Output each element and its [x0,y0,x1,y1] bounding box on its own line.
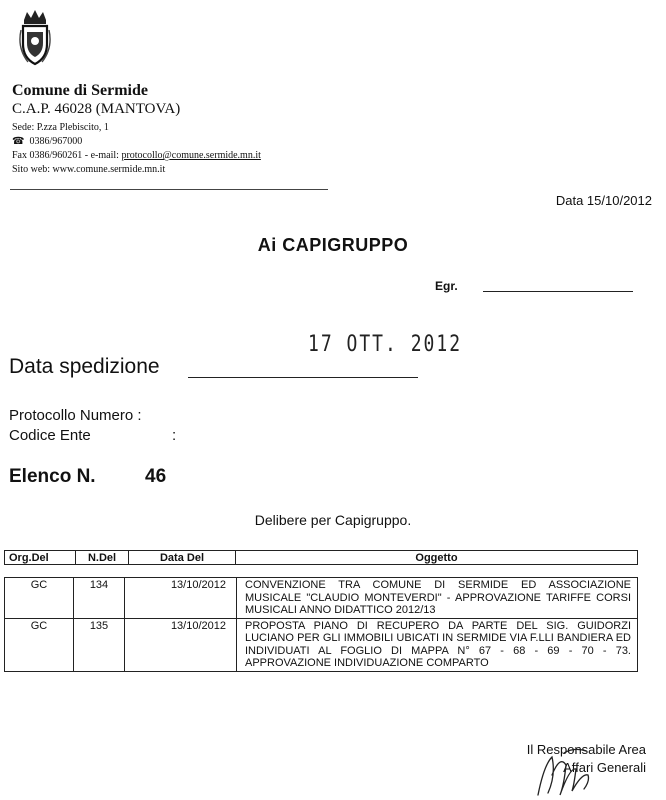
egr-label: Egr. [435,279,458,293]
protocollo-label: Protocollo Numero : [9,407,142,424]
spedizione-blank-line [188,377,418,378]
delibere-table-header [4,550,638,565]
organization-website: Sito web: www.comune.sermide.mn.it [12,164,166,175]
codice-ente-label: Codice Ente [9,427,91,444]
organization-address: Sede: P.zza Plebiscito, 1 [12,122,109,133]
organization-fax-email [12,150,261,161]
cell-num: 135 [74,618,125,671]
telephone-icon: ☎ [12,136,25,147]
delibere-table [4,577,638,672]
column-header-org: Org.Del [5,551,76,565]
organization-postal-code: C.A.P. 46028 (MANTOVA) [12,101,181,117]
signature-title-line2: Affari Generali [563,760,646,775]
egr-blank-line [483,291,633,292]
email-link[interactable]: protocollo@comune.sermide.mn.it [121,150,261,161]
organization-telephone [12,136,82,147]
cell-date: 13/10/2012 [125,578,237,619]
spedizione-label: Data spedizione [9,355,160,378]
cell-oggetto: PROPOSTA PIANO DI RECUPERO DA PARTE DEL SIG. GUIDORZI LUCIANO PER GLI IMMOBILI UBICATI IN SERMIDE VIA F.LLI BANDIERA ED INDIVIDUATI AL FOGLIO DI MAPPA N° 67 - 68 - 69 - 70 - 73. APPROVAZIONE INDIVIDUAZIONE COMPARTO [237,618,638,671]
table-row [5,578,638,619]
stamp-date: 17 OTT. 2012 [308,331,463,358]
column-header-date: Data Del [129,551,236,565]
delibere-title: Delibere per Capigruppo. [254,512,412,528]
letterhead-divider [10,189,328,190]
cell-oggetto: CONVENZIONE TRA COMUNE DI SERMIDE ED ASSOCIAZIONE MUSICALE "CLAUDIO MONTEVERDI" - APPROVAZIONE TARIFFE CORSI MUSICALI ANNO DIDATTICO 2012/13 [237,578,638,619]
cell-org: GC [5,618,74,671]
column-header-oggetto: Oggetto [236,551,638,565]
cell-num: 134 [74,578,125,619]
document-date: Data 15/10/2012 [555,193,652,208]
cell-date: 13/10/2012 [125,618,237,671]
elenco-label: Elenco N. [9,466,96,487]
organization-name: Comune di Sermide [12,82,148,99]
codice-ente-colon: : [172,427,177,444]
table-row [5,618,638,671]
signature-title-line1: Il Responsabile Area [526,742,646,757]
recipient-heading: Ai CAPIGRUPPO [257,235,409,255]
fax-number: Fax 0386/960261 - e-mail: [12,150,122,161]
municipal-crest-logo [18,8,52,68]
handwritten-signature [530,745,620,800]
telephone-number: 0386/967000 [29,136,83,147]
column-header-num: N.Del [76,551,129,565]
cell-org: GC [5,578,74,619]
elenco-number: 46 [145,466,167,487]
